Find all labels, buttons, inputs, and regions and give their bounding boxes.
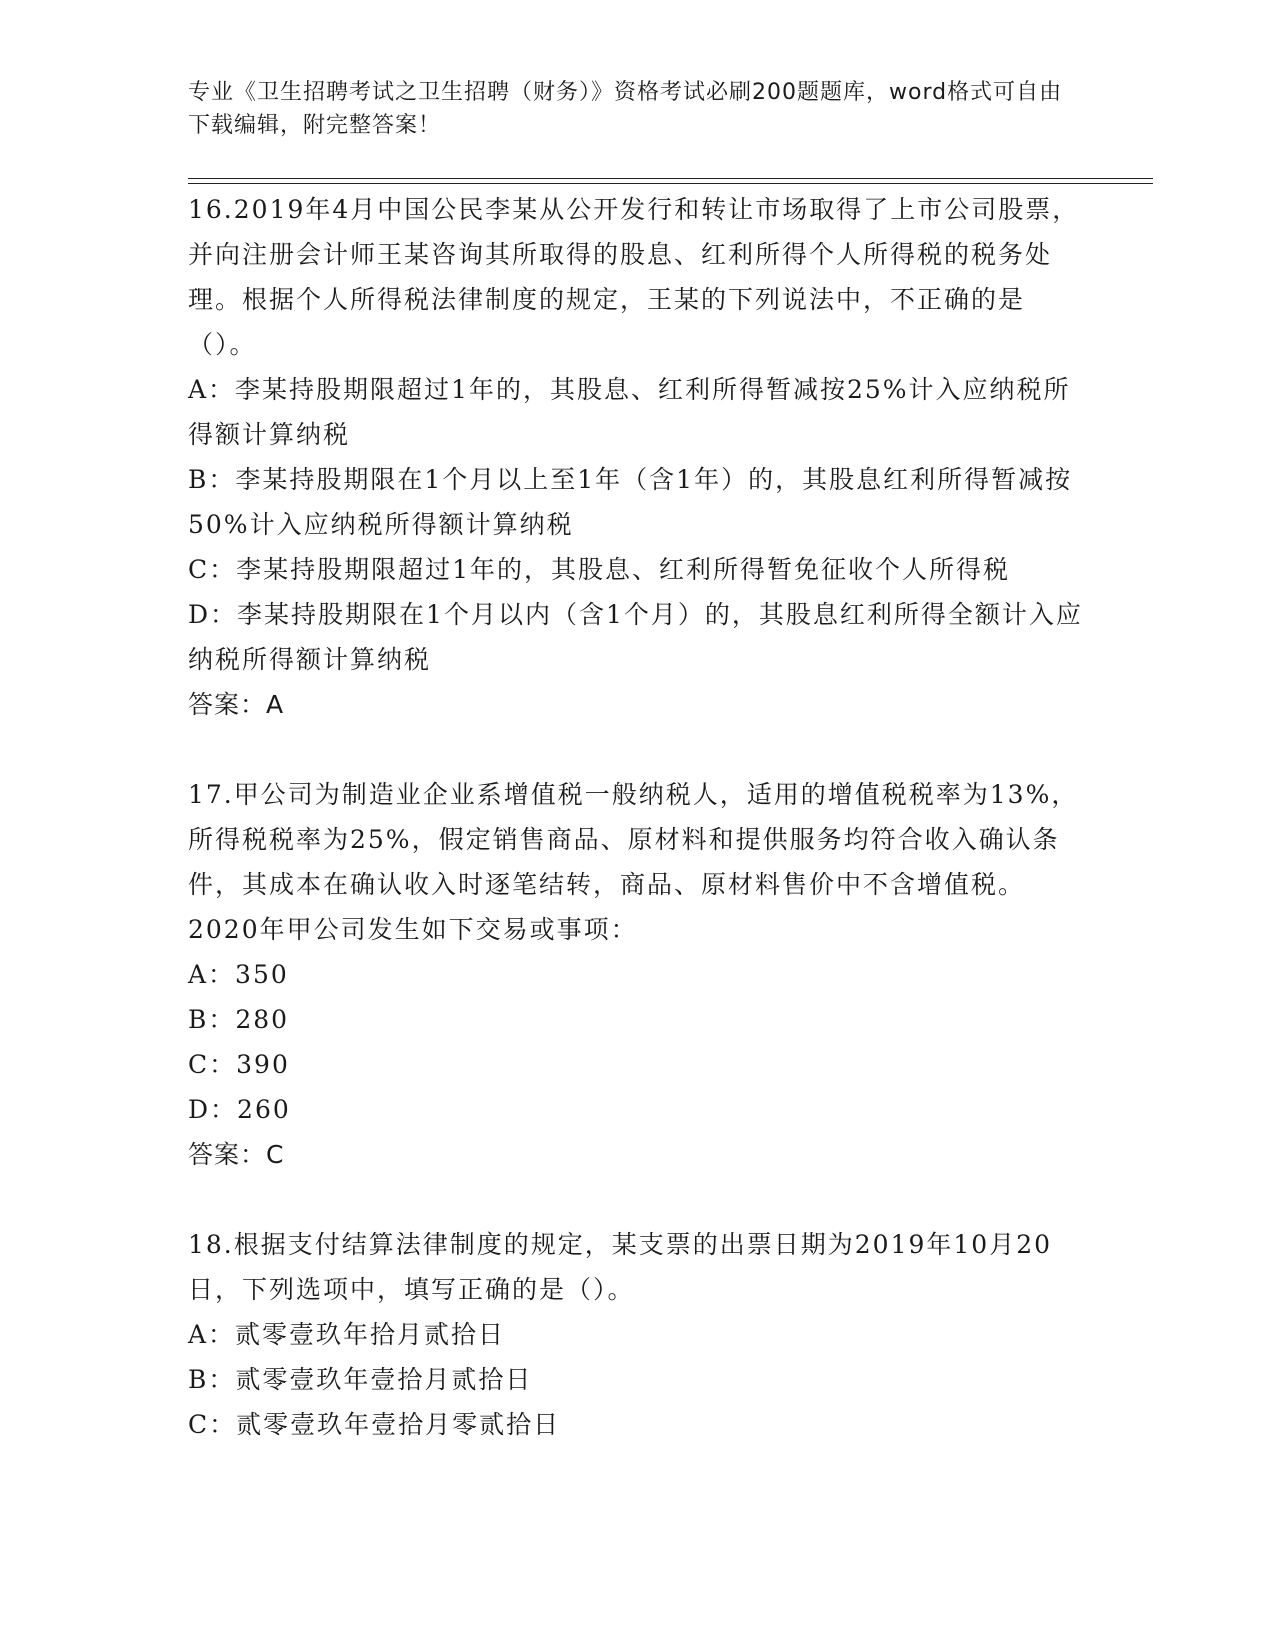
option-c: C：贰零壹玖年壹拾月零贰拾日 <box>188 1410 561 1439</box>
answer-line: 答案：C <box>188 1140 285 1169</box>
question-text: 18.根据支付结算法律制度的规定，某支票的出票日期为2019年10月20日，下列选项中，填写正确的是（）。 <box>188 1230 1053 1304</box>
header-rule-bottom <box>188 183 1153 184</box>
option-b: B：280 <box>188 1005 290 1034</box>
option-a: A：350 <box>188 960 289 989</box>
option-a: A：贰零壹玖年拾月贰拾日 <box>188 1320 506 1349</box>
option-d: D：260 <box>188 1095 291 1124</box>
question-text: 17.甲公司为制造业企业系增值税一般纳税人，适用的增值税税率为13%，所得税税率为25%，假定销售商品、原材料和提供服务均符合收入确认条件，其成本在确认收入时逐笔结转，商品、原材料售价中不含增值税。2020年甲公司发生如下交易或事项： <box>188 780 1079 944</box>
option-a: A：李某持股期限超过1年的，其股息、红利所得暂减按25%计入应纳税所得额计算纳税 <box>188 375 1071 449</box>
answer-line: 答案：A <box>188 690 285 719</box>
header-rule-top <box>188 178 1153 179</box>
option-b: B：李某持股期限在1个月以上至1年（含1年）的，其股息红利所得暂减按50%计入应纳税所得额计算纳税 <box>188 465 1073 539</box>
option-c: C：李某持股期限超过1年的，其股息、红利所得暂免征收个人所得税 <box>188 555 1011 584</box>
question-17 <box>188 772 1088 1177</box>
question-text: 16.2019年4月中国公民李某从公开发行和转让市场取得了上市公司股票，并向注册会计师王某咨询其所取得的股息、红利所得个人所得税的税务处理。根据个人所得税法律制度的规定，王某的下列说法中，不正确的是（）。 <box>188 195 1080 359</box>
option-c: C：390 <box>188 1050 290 1079</box>
option-d: D：李某持股期限在1个月以内（含1个月）的，其股息红利所得全额计入应纳税所得额计算纳税 <box>188 600 1083 674</box>
question-16 <box>188 187 1088 727</box>
document-header: 专业《卫生招聘考试之卫生招聘（财务）》资格考试必刷200题题库，word格式可自由下载编辑，附完整答案！ <box>188 80 1063 138</box>
option-b: B：贰零壹玖年壹拾月贰拾日 <box>188 1365 533 1394</box>
question-list <box>188 187 1088 1447</box>
question-18 <box>188 1222 1088 1447</box>
